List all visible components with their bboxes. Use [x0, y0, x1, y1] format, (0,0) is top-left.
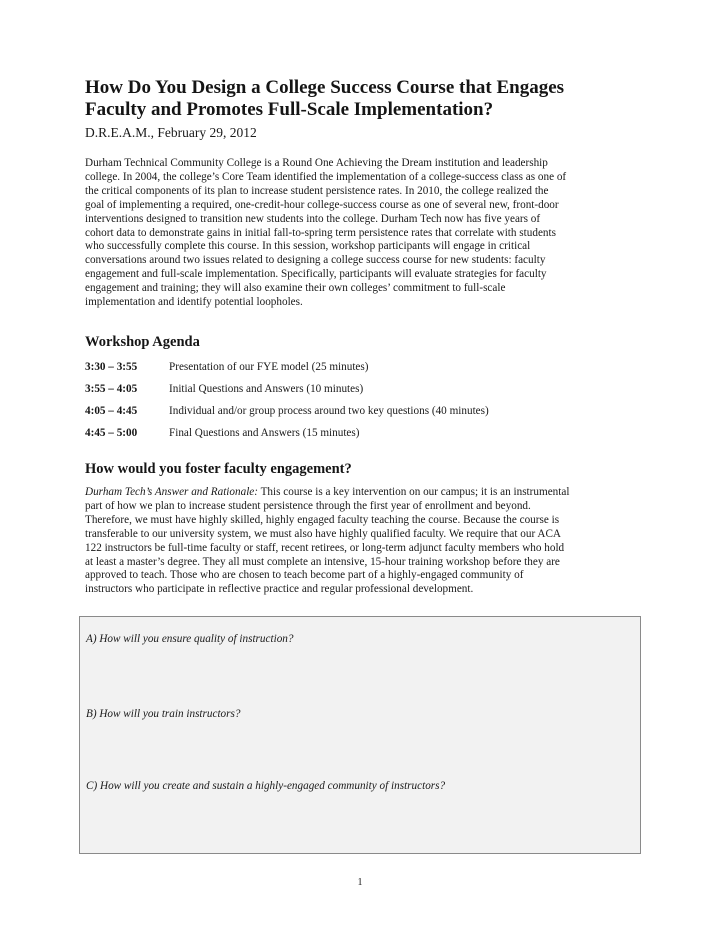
answer-line: part of how we plan to increase student persistence through the first year of enrollment and beyond.	[85, 499, 531, 512]
agenda-heading: Workshop Agenda	[85, 334, 200, 350]
answer-line: at least a master’s degree. They all must complete an intensive, 15-hour training workshop before they are	[85, 555, 560, 568]
agenda-time: 4:45 – 5:00	[85, 427, 138, 439]
answer-line: approved to teach. Those who are chosen to teach become part of a highly-engaged community of	[85, 569, 524, 582]
agenda-description: Individual and/or group process around two key questions (40 minutes)	[169, 405, 489, 417]
title-line-1: How Do You Design a College Success Course that Engages	[85, 77, 565, 98]
faculty-engagement-heading: How would you foster faculty engagement?	[85, 461, 352, 477]
agenda-description: Initial Questions and Answers (10 minutes)	[169, 383, 364, 395]
intro-line: interventions designed to transition new students into the college. Durham Tech now has five years of	[85, 212, 541, 225]
answer-paragraph	[85, 486, 640, 597]
page-number: 1	[357, 877, 363, 888]
agenda-list	[85, 356, 645, 444]
agenda-row	[85, 400, 645, 422]
page-title	[85, 77, 645, 121]
intro-line: conversations around two issues related to designing a college success course for new students: faculty	[85, 254, 546, 267]
answer-lead: Durham Tech’s Answer and Rationale:	[85, 486, 258, 498]
agenda-description: Presentation of our FYE model (25 minutes)	[169, 361, 369, 373]
agenda-time: 3:30 – 3:55	[85, 361, 138, 373]
questions-box	[79, 616, 641, 854]
agenda-row	[85, 378, 645, 400]
question-b: B) How will you train instructors?	[86, 708, 241, 720]
answer-line	[85, 486, 640, 500]
intro-line: goal of implementing a required, one-credit-hour college-success course as one of several new, front-door	[85, 198, 559, 211]
answer-line: transferable to our university system, we must also have highly qualified faculty. We require that our ACA	[85, 527, 562, 540]
answer-line: 122 instructors be full-time faculty or staff, recent retirees, or long-term adjunct faculty members who hold	[85, 541, 565, 554]
intro-line: engagement and training; they will also examine their own colleges’ commitment to full-scale	[85, 282, 506, 295]
intro-paragraph	[85, 157, 640, 310]
title-line-2: Faculty and Promotes Full-Scale Implementation?	[85, 99, 494, 120]
answer-line: instructors who participate in reflective practice and regular professional development.	[85, 583, 474, 596]
answer-first-line-rest: This course is a key intervention on our campus; it is an instrumental	[258, 486, 570, 498]
agenda-time: 4:05 – 4:45	[85, 405, 138, 417]
question-c: C) How will you create and sustain a highly-engaged community of instructors?	[86, 780, 446, 792]
intro-line: cohort data to demonstrate gains in initial fall-to-spring term persistence rates that correlate with students	[85, 226, 556, 239]
agenda-row	[85, 422, 645, 444]
event-date-subtitle: D.R.E.A.M., February 29, 2012	[85, 125, 257, 140]
answer-line: Therefore, we must have highly skilled, highly engaged faculty teaching the course. Because the course is	[85, 513, 560, 526]
intro-line: who successfully complete this course. In this session, workshop participants will engage in critical	[85, 240, 531, 253]
intro-line: implementation and identify potential loopholes.	[85, 296, 303, 309]
intro-line: Durham Technical Community College is a Round One Achieving the Dream institution and leadership	[85, 157, 548, 169]
intro-line: engagement and full-scale implementation. Specifically, participants will evaluate strategies for faculty	[85, 268, 547, 281]
intro-line: college. In 2004, the college’s Core Team identified the implementation of a college-success class as one of	[85, 170, 567, 183]
agenda-time: 3:55 – 4:05	[85, 383, 138, 395]
question-a: A) How will you ensure quality of instruction?	[86, 633, 294, 645]
agenda-row	[85, 356, 645, 378]
intro-line: the critical components of its plan to increase student persistence rates. In 2010, the college realized the	[85, 184, 549, 197]
agenda-description: Final Questions and Answers (15 minutes)	[169, 427, 360, 439]
